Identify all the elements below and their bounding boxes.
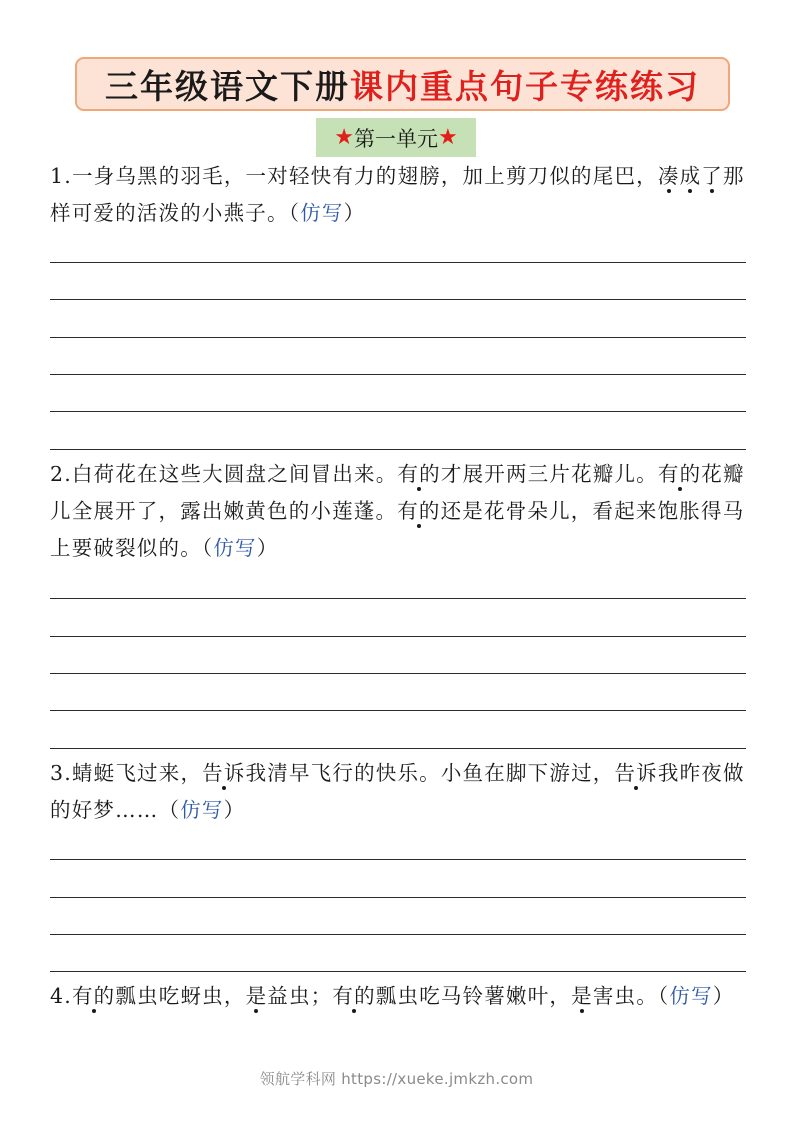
answer-line[interactable] (50, 374, 746, 375)
question-1: 1.一身乌黑的羽毛，一对轻快有力的翅膀，加上剪刀似的尾巴，凑成了那样可爱的活泼的小燕子。（仿写） (50, 164, 745, 225)
emphasis-char: 是 (571, 984, 593, 1008)
emphasis-char: 了 (701, 164, 723, 188)
answer-line[interactable] (50, 710, 746, 711)
emphasis-char: 是 (245, 984, 268, 1008)
question-2: 2.白荷花在这些大圆盘之间冒出来。有的才展开两三片花瓣儿。有的花瓣儿全展开了，露出嫩黄色的小莲蓬。有的还是花骨朵儿，看起来饱胀得马上要破裂似的。（仿写） (50, 462, 745, 560)
emphasis-text: 有的 (657, 462, 702, 486)
title-topic-part: 课内重点句子专练练习 (350, 66, 700, 106)
answer-line[interactable] (50, 897, 746, 898)
emphasis-char: 成 (679, 164, 702, 188)
answer-line[interactable] (50, 299, 746, 300)
answer-line[interactable] (50, 449, 746, 450)
question-3: 3.蜻蜓飞过来，告诉我清早飞行的快乐。小鱼在脚下游过，告诉我昨夜做的好梦……（仿写） (50, 761, 745, 822)
imitate-tag: 仿写 (300, 201, 344, 225)
title-grade-part: 三年级语文下册 (105, 66, 350, 106)
imitate-tag: 仿写 (180, 798, 224, 822)
answer-line[interactable] (50, 262, 746, 263)
emphasis-text: 告诉 (202, 761, 246, 785)
emphasis-text: 有的 (397, 499, 441, 523)
answer-line[interactable] (50, 636, 746, 637)
answer-line[interactable] (50, 411, 746, 412)
unit-label: 第一单元 (354, 126, 438, 151)
emphasis-text: 有的 (71, 984, 116, 1008)
answer-line[interactable] (50, 673, 746, 674)
answer-line[interactable] (50, 971, 746, 972)
answer-line[interactable] (50, 859, 746, 860)
star-icon: ★ (438, 125, 458, 150)
unit-badge (316, 118, 476, 157)
footer-watermark: 领航学科网 https://xueke.jmkzh.com (259, 1070, 534, 1088)
question-4: 4.有的瓢虫吃蚜虫，是益虫；有的瓢虫吃马铃薯嫩叶，是害虫。（仿写） (50, 984, 735, 1008)
worksheet-title (75, 57, 730, 111)
star-icon: ★ (334, 125, 354, 150)
imitate-tag: 写 (691, 984, 713, 1008)
answer-line[interactable] (50, 934, 746, 935)
emphasis-text: 有的 (332, 984, 376, 1008)
emphasis-char: 凑 (657, 164, 680, 188)
answer-line[interactable] (50, 748, 746, 749)
answer-line[interactable] (50, 337, 746, 338)
imitate-tag: 仿 (669, 984, 692, 1008)
answer-line[interactable] (50, 598, 746, 599)
emphasis-text: 告诉 (614, 761, 658, 785)
emphasis-text: 有的 (397, 462, 441, 486)
imitate-tag: 仿写 (213, 536, 257, 560)
